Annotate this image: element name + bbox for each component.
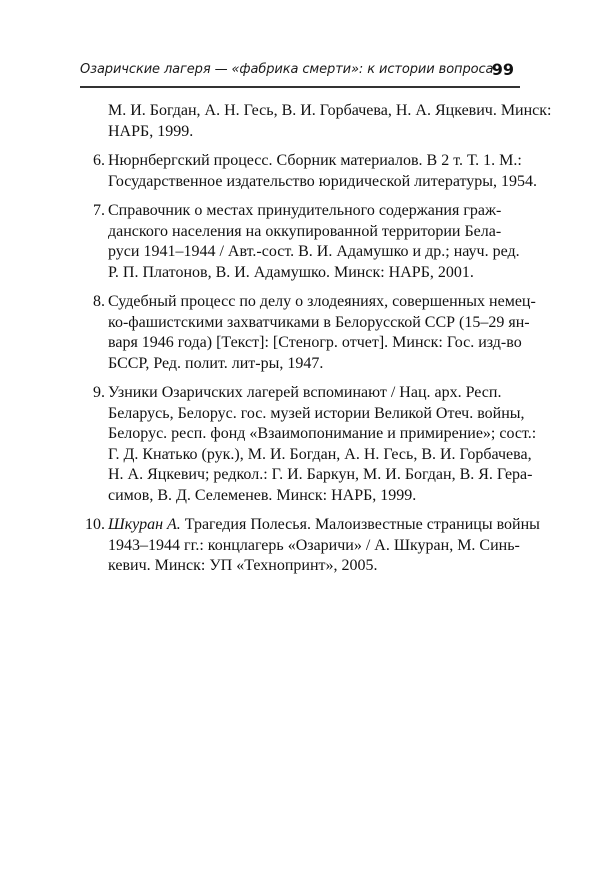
entry-line: Узники Озаричских лагерей вспоминают / Нац. арх. Респ. [108, 384, 502, 401]
entry-line: Государственное издательство юридической литературы, 1954. [108, 172, 538, 190]
running-title: Озаричские лагеря — «фабрика смерти»: к истории вопроса [80, 62, 494, 77]
entry-line: кевич. Минск: УП «Технопринт», 2005. [108, 557, 378, 574]
bibliography-entry-9 [0, 383, 600, 506]
entry-number: 9. [93, 384, 105, 401]
entry-line: НАРБ, 1999. [108, 122, 194, 140]
entry-first-line [108, 515, 540, 536]
entry-line: Г. Д. Кнатько (рук.), М. И. Богдан, А. Н. Гесь, В. И. Горбачева, [108, 445, 532, 463]
entry-text [108, 101, 552, 142]
entry-number: 6. [93, 152, 105, 169]
entry-line: ко-фашистскими захватчиками в Белорусской ССР (15–29 ян- [108, 313, 530, 331]
running-head [80, 60, 520, 84]
entry-author: Шкуран А. [108, 516, 181, 533]
entry-line: 1943–1944 гг.: концлагерь «Озаричи» / А. Шкуран, М. Синь- [108, 536, 520, 554]
entry-text [108, 515, 540, 577]
entry-text [108, 201, 522, 283]
bibliography-entry-continued [0, 101, 600, 142]
bibliography-entry-8 [0, 292, 600, 374]
bibliography-entry-7 [0, 201, 600, 283]
entry-line: данского населения на оккупированной территории Бела- [108, 222, 502, 240]
bibliography-entry-10 [0, 515, 600, 577]
entry-line: Справочник о местах принудительного содержания граж- [108, 202, 502, 219]
entry-line: Беларусь, Белорус. гос. музей истории Великой Отеч. войны, [108, 404, 525, 422]
entry-line: Нюрнбергский процесс. Сборник материалов. В 2 т. Т. 1. М.: [108, 152, 522, 169]
entry-line: М. И. Богдан, А. Н. Гесь, В. И. Горбачева, Н. А. Яцкевич. Минск: [108, 102, 552, 119]
bibliography-entry-6 [0, 151, 600, 192]
entry-line: руси 1941–1944 / Авт.-сост. В. И. Адамушко и др.; науч. ред. [108, 243, 520, 260]
entry-line: БССР, Ред. полит. лит-ры, 1947. [108, 354, 324, 372]
entry-line: Судебный процесс по делу о злодеяниях, совершенных немец- [108, 293, 536, 310]
entry-title-start: Трагедия Полесья. Малоизвестные страницы войны [180, 516, 540, 533]
entry-text [108, 292, 536, 374]
entry-number: 7. [93, 202, 105, 219]
entry-line: симов, В. Д. Селеменев. Минск: НАРБ, 1999. [108, 486, 417, 504]
entry-text [108, 151, 538, 192]
entry-line: Р. П. Платонов, В. И. Адамушко. Минск: НАРБ, 2001. [108, 263, 474, 281]
entry-line: Белорус. респ. фонд «Взаимопонимание и примирение»; сост.: [108, 425, 537, 442]
entry-line: варя 1946 года) [Текст]: [Стеногр. отчет]. Минск: Гос. изд-во [108, 334, 522, 351]
entry-line: Н. А. Яцкевич; редкол.: Г. И. Баркун, М. И. Богдан, В. Я. Гера- [108, 466, 533, 483]
page-number: 99 [491, 60, 514, 79]
entry-number: 8. [93, 293, 105, 310]
bibliography-list [0, 101, 600, 586]
entry-number: 10. [85, 516, 105, 533]
header-rule [80, 86, 520, 88]
entry-text [108, 383, 537, 506]
